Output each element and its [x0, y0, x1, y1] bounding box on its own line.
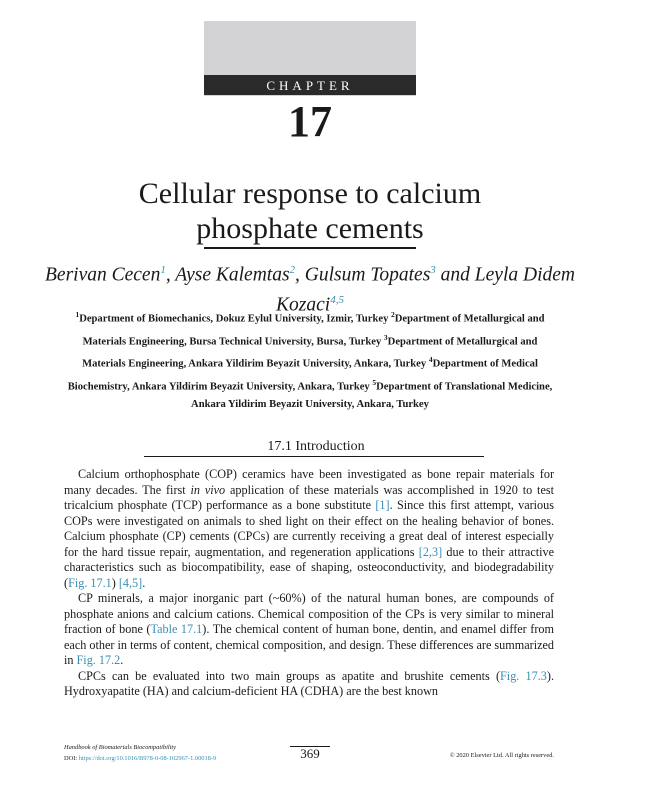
text-run: ). The chemical content of human bone, dentin, and enamel differ from each other in terms of content, chemical composition, and design. These differences are summarized in [64, 622, 554, 667]
cross-reference-link[interactable]: [4,5] [118, 575, 143, 590]
affiliation-marker: 2 [391, 310, 395, 319]
text-run: CPCs can be evaluated into two main groups as apatite and brushite cements ( [78, 668, 501, 683]
paragraph [64, 669, 554, 700]
chapter-title-line-1: Cellular response to calcium [138, 177, 482, 210]
cross-reference-link[interactable]: [2,3] [418, 544, 443, 559]
title-rule [204, 247, 416, 249]
text-run: . Since this first attempt, various COPs were investigated on animals to shed light on their effect on the healing behavior of bones. Calcium phosphate (CP) cements (CPCs) are currently receiving a great deal of interest especially for the hard tissue repair, augmentation, and regeneration applications [64, 498, 554, 559]
affiliation-text: Department of Translational Medicine, Ankara Yildirim Beyazit University, Ankara, Turkey [191, 381, 553, 411]
chapter-title [60, 176, 560, 246]
chapter-label: CHAPTER [204, 75, 416, 95]
paragraph [64, 467, 554, 591]
affiliations [62, 306, 558, 414]
text-run: CP minerals, a major inorganic part (~60%) of the natural human bones, are compounds of phosphate anions and calcium cations. Chemical composition of the CPs is very similar to mineral fraction of bone ( [64, 591, 554, 636]
affiliation-marker: 1 [75, 310, 80, 319]
affiliation-text: Department of Biomechanics, Dokuz Eylul University, Izmir, Turkey [79, 313, 392, 325]
affiliation-marker: 3 [383, 332, 388, 342]
author-affiliation-marker[interactable]: 3 [430, 264, 436, 276]
author-name: Leyla Didem Kozaci [276, 264, 575, 315]
author-separator: and [435, 264, 475, 286]
author-affiliation-marker[interactable]: 1 [160, 264, 166, 276]
text-run: application of these materials was accomplished in 1920 to test tricalcium phosphate (TCP) performance as a bone substitute [64, 482, 554, 512]
page-number: 369 [300, 746, 320, 761]
paragraph [64, 591, 554, 669]
text-run: ) [111, 575, 119, 590]
chapter-number: 17 [288, 97, 332, 146]
section-heading: 17.1 Introduction [267, 439, 365, 454]
affiliation-marker: 5 [372, 377, 377, 387]
author-name: Gulsum Topates [304, 264, 431, 286]
cross-reference-link[interactable]: Table 17.1 [150, 622, 203, 636]
cross-reference-link[interactable]: Fig. 17.1 [68, 575, 112, 590]
copyright-notice: © 2020 Elsevier Ltd. All rights reserved. [449, 752, 554, 759]
affiliation-text: Department of Medical Biochemistry, Ankara Yildirim Beyazit University, Ankara, Turkey [67, 358, 538, 393]
body-text [64, 467, 554, 700]
cross-reference-link[interactable]: Fig. 17.2 [76, 653, 121, 667]
doi-link[interactable]: https://doi.org/10.1016/B978-0-08-102967-1.00018-9 [78, 755, 217, 762]
text-run: Calcium orthophosphate (COP) ceramics have been investigated as bone repair materials for many decades. The first [64, 467, 554, 497]
author-separator: , [165, 264, 176, 286]
doi-line [64, 753, 304, 764]
footer-citation [64, 742, 304, 764]
author-name: Ayse Kalemtas [175, 264, 290, 286]
affiliation-text: Department of Metallurgical and Materials Engineering, Ankara Yildirim Beyazit University, Ankara, Turkey [82, 336, 538, 370]
cross-reference-link[interactable]: [1] [375, 498, 390, 512]
text-run: ). Hydroxyapatite (HA) and calcium-deficient HA (CDHA) are the best known [64, 668, 554, 698]
doi-label: DOI: [64, 755, 79, 762]
text-run: due to their attractive characteristics such as biocompatibility, ease of shaping, osteoconductivity, and biodegradability ( [64, 544, 555, 590]
section-rule [144, 456, 484, 457]
chapter-title-line-2: phosphate cements [196, 212, 424, 245]
text-run: . [120, 653, 124, 667]
affiliation-text: Department of Metallurgical and Materials Engineering, Bursa Technical University, Bursa, Turkey [82, 313, 545, 348]
author-name: Berivan Cecen [45, 264, 161, 286]
author-affiliation-marker[interactable]: 4,5 [330, 293, 344, 306]
italic-term: in vivo [190, 482, 226, 497]
book-title: Handbook of Biomaterials Biocompatibility [64, 744, 177, 751]
cross-reference-link[interactable]: Fig. 17.3 [500, 668, 547, 683]
author-affiliation-marker[interactable]: 2 [289, 264, 296, 276]
author-separator: , [295, 264, 305, 286]
text-run: . [142, 575, 146, 590]
affiliation-marker: 4 [428, 355, 433, 365]
